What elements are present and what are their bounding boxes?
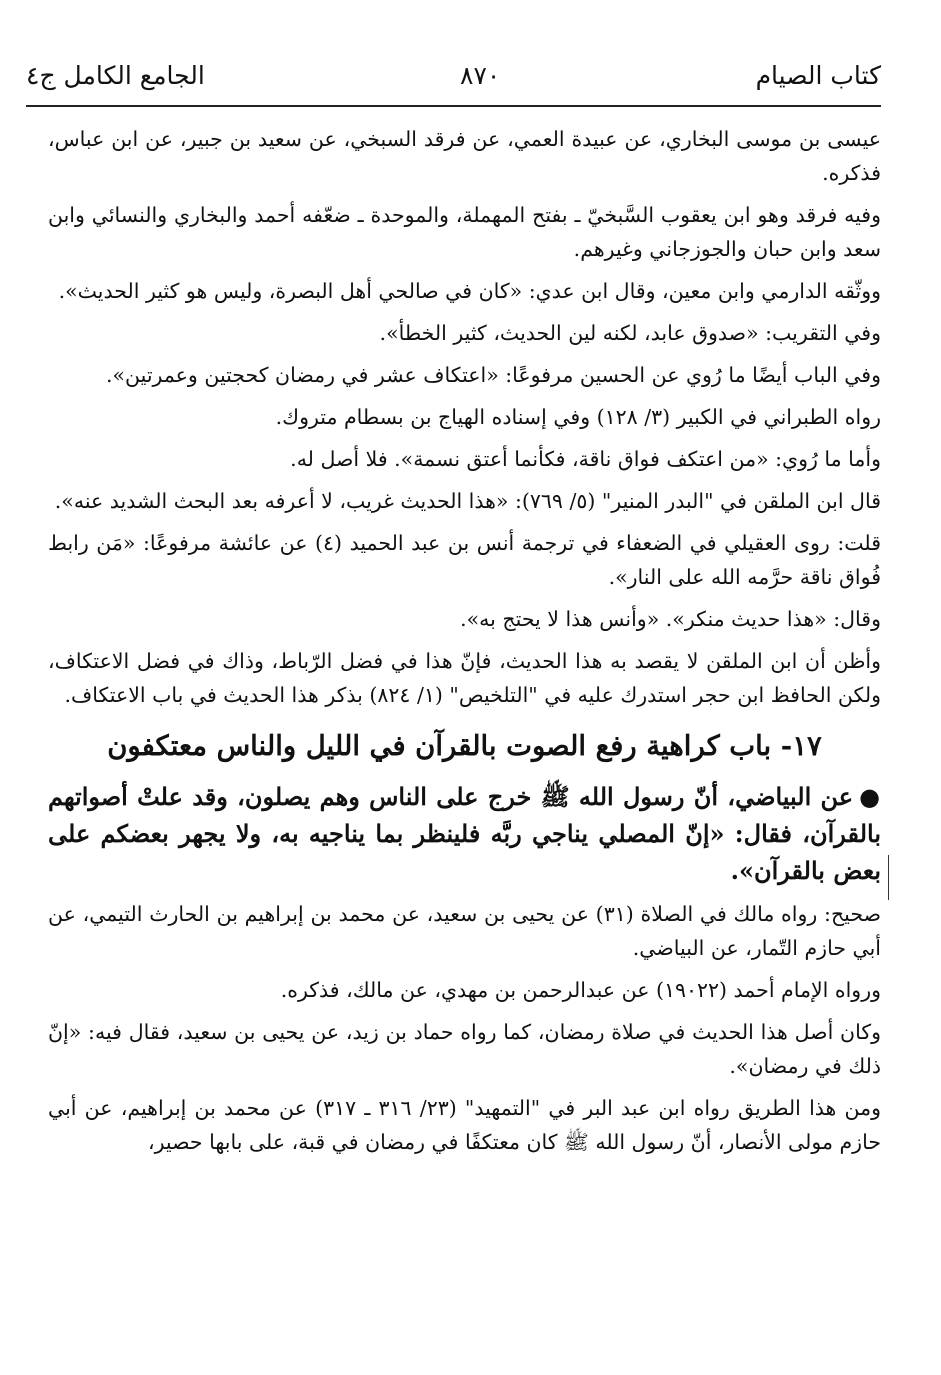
chapter-title: كتاب الصيام: [755, 60, 881, 90]
paragraph: وقال: «هذا حديث منكر». «وأنس هذا لا يحتج به».: [460, 607, 881, 631]
section-heading: ١٧- باب كراهية رفع الصوت بالقرآن في الليل والناس معتكفون: [107, 730, 822, 762]
note-paragraph: صحيح: رواه مالك في الصلاة (٣١) عن يحيى بن سعيد، عن محمد بن إبراهيم بن الحارث التيمي، عن أبي حازم التّمار، عن البياضي.: [48, 902, 882, 960]
main-hadith-text: عن البياضي، أنّ رسول الله ﷺ خرج على الناس وهم يصلون، وقد علتْ أصواتهم بالقرآن، فقال: «إنّ المصلي يناجي ربَّه فلينظر بما يناجيه به، ولا يجهر بعضكم على بعض بالقرآن».: [48, 782, 881, 885]
page-number: ٨٧٠: [460, 60, 501, 90]
page-body: [48, 122, 881, 1167]
page-header: [26, 55, 881, 95]
paragraph: وفيه فرقد وهو ابن يعقوب السَّبخيّ ـ بفتح المهملة، والموحدة ـ ضعّفه أحمد والبخاري والنسائي وابن سعد وابن حبان والجوزجاني وغيرهم.: [48, 203, 881, 261]
paragraph: قال ابن الملقن في "البدر المنير" (٥/ ٧٦٩): «هذا الحديث غريب، لا أعرفه بعد البحث الشديد عنه».: [54, 489, 881, 513]
note-paragraph: وكان أصل هذا الحديث في صلاة رمضان، كما رواه حماد بن زيد، عن يحيى بن سعيد، فقال فيه: «إنّ ذلك في رمضان».: [48, 1020, 881, 1078]
paragraph: وأظن أن ابن الملقن لا يقصد به هذا الحديث، فإنّ هذا في فضل الرّباط، وذاك في فضل الاعتكاف، ولكن الحافظ ابن حجر استدرك عليه في "التلخيص" (١/ ٨٢٤) بذكر هذا الحديث في باب الاعتكاف.: [48, 649, 881, 707]
note-paragraph: ورواه الإمام أحمد (١٩٠٢٢) عن عبدالرحمن بن مهدي، عن مالك، فذكره.: [280, 978, 881, 1002]
header-divider: [26, 105, 881, 107]
paragraph: قلت: روى العقيلي في الضعفاء في ترجمة أنس بن عبد الحميد (٤) عن عائشة مرفوعًا: «مَن رابط فُواق ناقة حرَّمه الله على النار».: [48, 531, 881, 589]
paragraph: وفي التقريب: «صدوق عابد، لكنه لين الحديث، كثير الخطأ».: [379, 321, 881, 345]
book-title: الجامع الكامل ج٤: [26, 60, 205, 90]
paragraph: وفي الباب أيضًا ما رُوي عن الحسين مرفوعًا: «اعتكاف عشر في رمضان كحجتين وعمرتين».: [105, 363, 881, 387]
note-paragraph: ومن هذا الطريق رواه ابن عبد البر في "التمهيد" (٢٣/ ٣١٦ ـ ٣١٧) عن محمد بن إبراهيم، عن أبي حازم مولى الأنصار، أنّ رسول الله ﷺ كان معتكفًا في رمضان في قبة، على بابها حصير،: [48, 1096, 882, 1154]
paragraph: وأما ما رُوي: «من اعتكف فواق ناقة، فكأنما أعتق نسمة». فلا أصل له.: [290, 447, 881, 471]
paragraph: عيسى بن موسى البخاري، عن عبيدة العمي، عن فرقد السبخي، عن سعيد بن جبير، عن ابن عباس، فذكره.: [48, 127, 881, 185]
bullet-icon: ●: [859, 782, 881, 811]
paragraph: ووثّقه الدارمي وابن معين، وقال ابن عدي: «كان في صالحي أهل البصرة، وليس هو كثير الحديث».: [58, 279, 881, 303]
main-hadith: [48, 778, 881, 889]
margin-line: [888, 855, 889, 900]
paragraph: رواه الطبراني في الكبير (٣/ ١٢٨) وفي إسناده الهياج بن بسطام متروك.: [275, 405, 881, 429]
